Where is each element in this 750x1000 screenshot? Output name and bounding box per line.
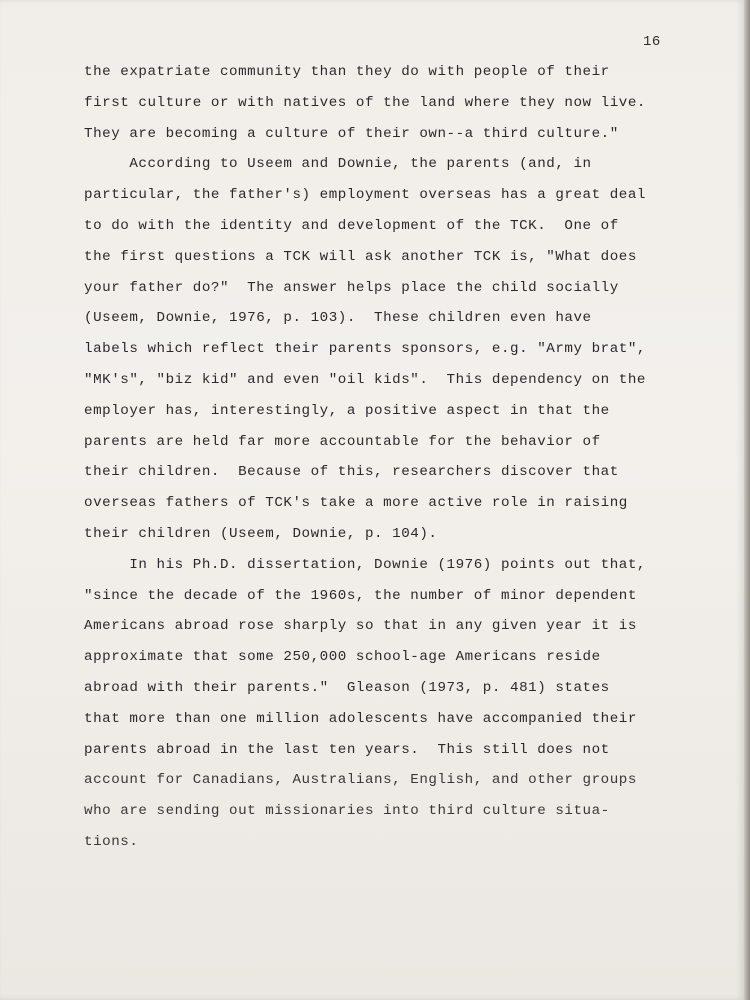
- text-line: who are sending out missionaries into third culture situa-: [84, 803, 610, 820]
- text-line: "MK's", "biz kid" and even "oil kids". This dependency on the: [84, 371, 646, 388]
- text-line: labels which reflect their parents sponsors, e.g. "Army brat",: [84, 341, 646, 358]
- text-line: overseas fathers of TCK's take a more active role in raising: [84, 495, 628, 512]
- text-line: your father do?" The answer helps place the child socially: [84, 279, 619, 296]
- text-line: employer has, interestingly, a positive aspect in that the: [84, 402, 610, 419]
- text-line: account for Canadians, Australians, English, and other groups: [84, 772, 637, 789]
- text-line: They are becoming a culture of their own--a third culture.": [84, 125, 619, 142]
- body-text: [84, 57, 684, 858]
- text-line: According to Useem and Downie, the parents (and, in: [84, 156, 592, 173]
- text-line: "since the decade of the 1960s, the number of minor dependent: [84, 587, 637, 604]
- text-line: particular, the father's) employment overseas has a great deal: [84, 187, 646, 204]
- text-line: (Useem, Downie, 1976, p. 103). These children even have: [84, 310, 592, 327]
- text-line: to do with the identity and development of the TCK. One of: [84, 217, 619, 234]
- text-line: their children (Useem, Downie, p. 104).: [84, 525, 438, 542]
- text-line: In his Ph.D. dissertation, Downie (1976) points out that,: [84, 556, 646, 573]
- text-line: abroad with their parents." Gleason (1973, p. 481) states: [84, 679, 610, 696]
- text-line: tions.: [84, 833, 139, 850]
- text-line: their children. Because of this, researchers discover that: [84, 464, 619, 481]
- text-line: that more than one million adolescents have accompanied their: [84, 710, 637, 727]
- page-number: 16: [643, 34, 661, 50]
- page-edge: [744, 0, 750, 1000]
- text-line: the first questions a TCK will ask another TCK is, "What does: [84, 248, 637, 265]
- text-line: parents are held far more accountable for the behavior of: [84, 433, 601, 450]
- text-line: approximate that some 250,000 school-age Americans reside: [84, 649, 601, 666]
- text-line: Americans abroad rose sharply so that in any given year it is: [84, 618, 637, 635]
- text-line: first culture or with natives of the land where they now live.: [84, 94, 646, 111]
- text-line: the expatriate community than they do with people of their: [84, 64, 610, 80]
- text-line: parents abroad in the last ten years. This still does not: [84, 741, 610, 758]
